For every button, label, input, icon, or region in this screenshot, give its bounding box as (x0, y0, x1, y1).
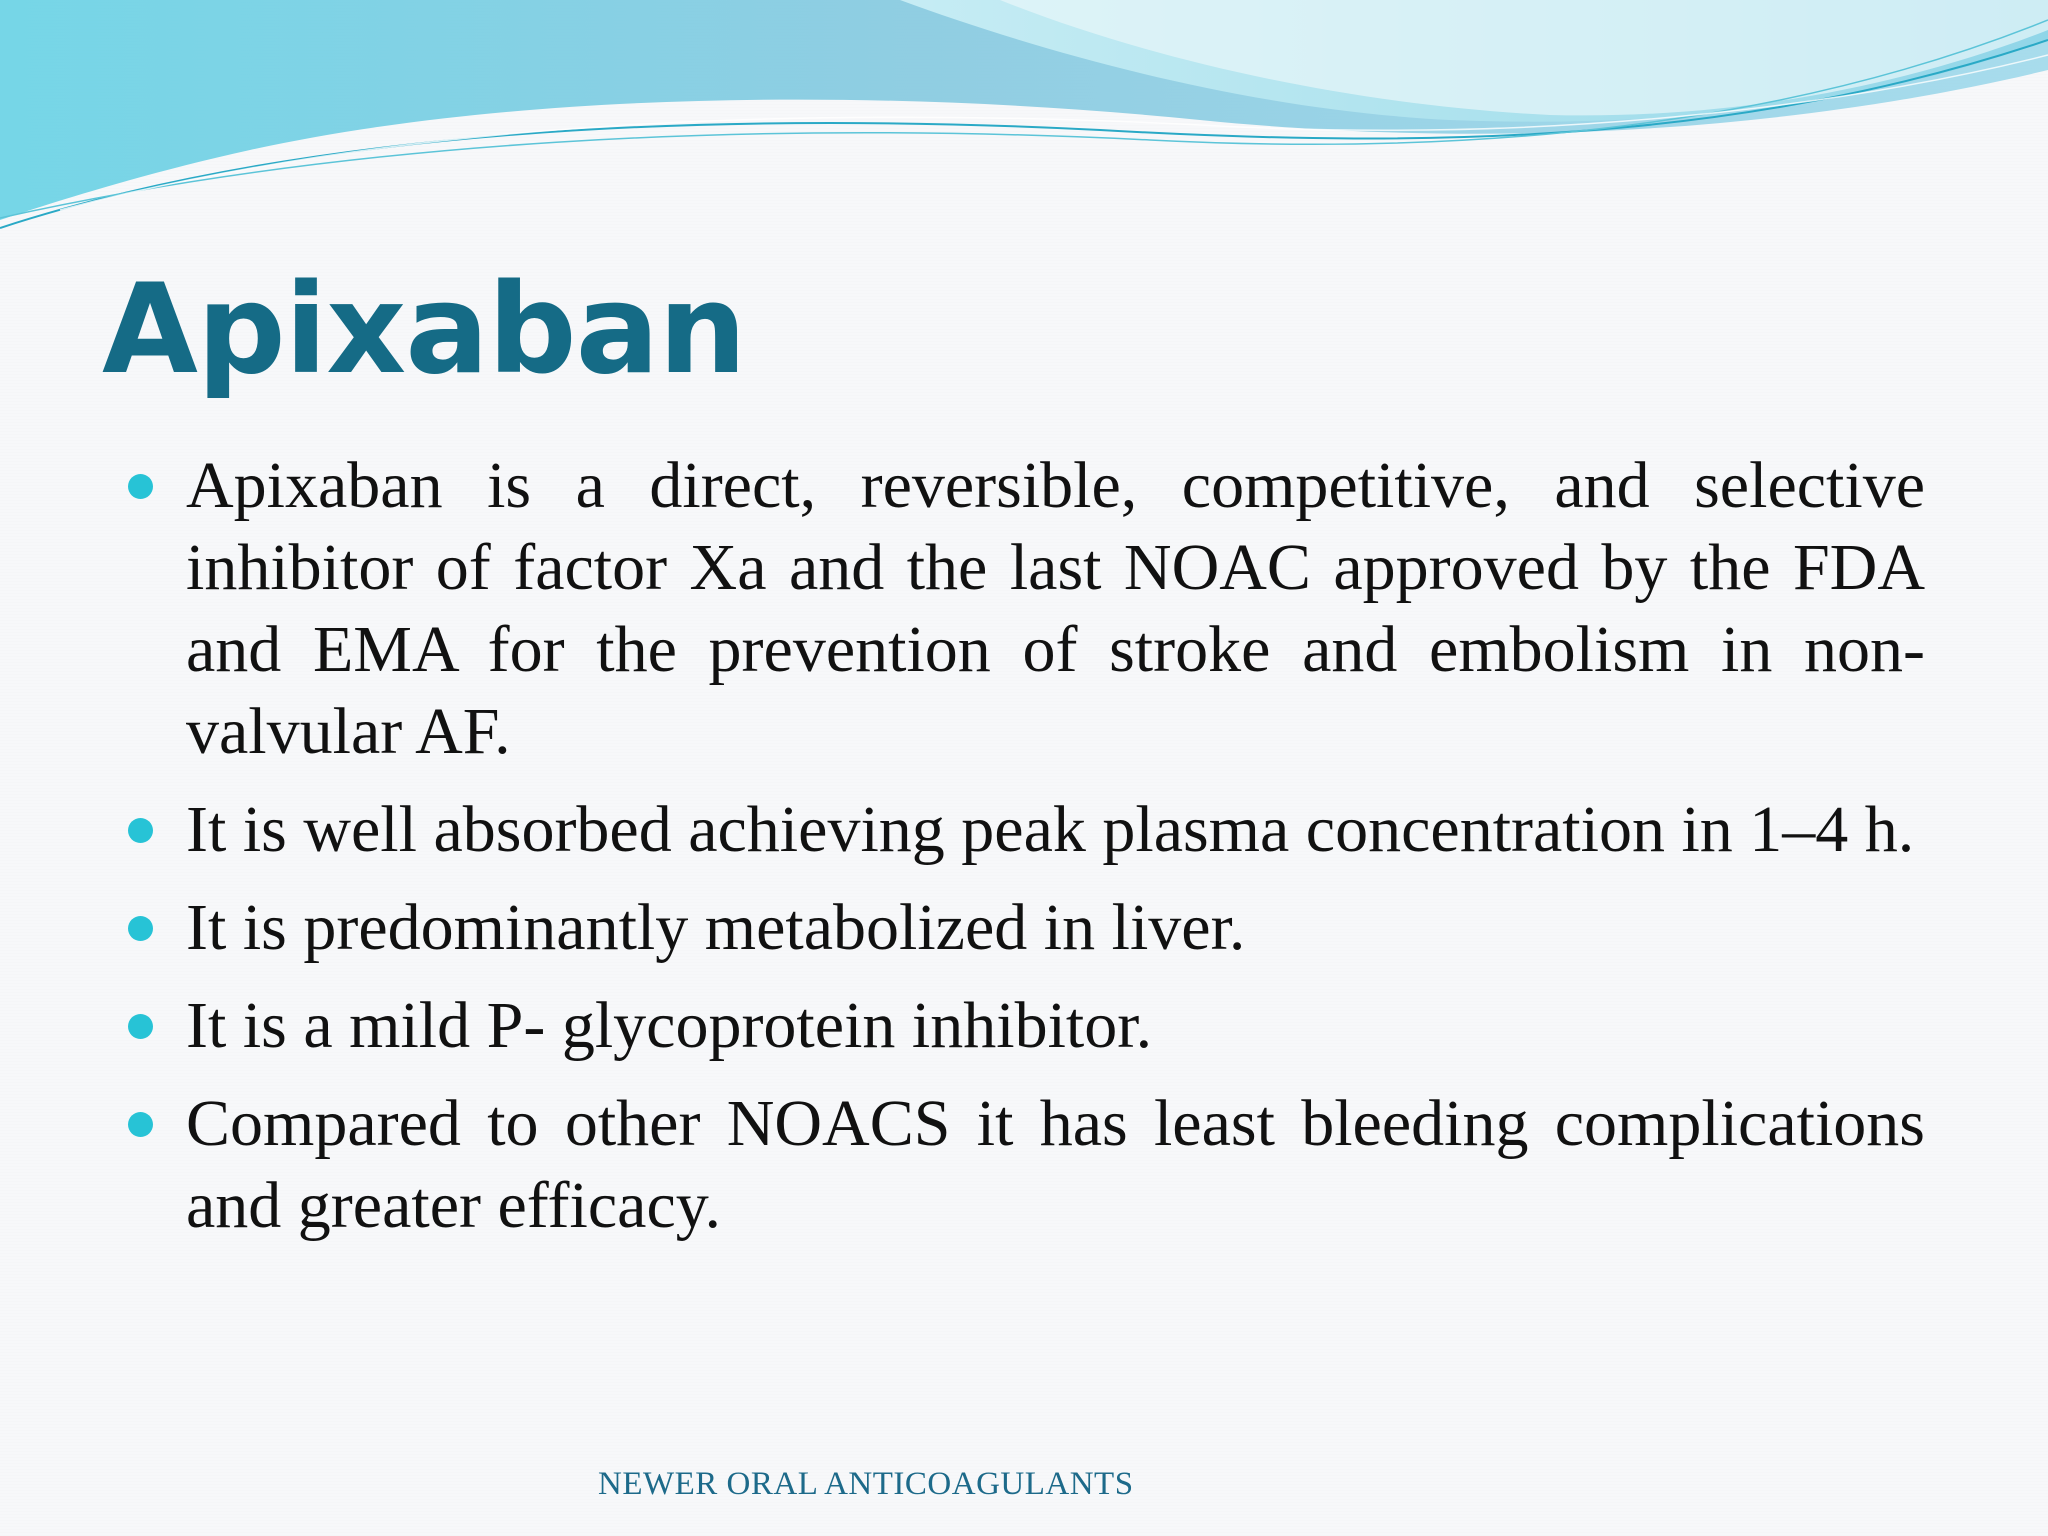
bullet-item (128, 1083, 1925, 1247)
slide-footer: NEWER ORAL ANTICOAGULANTS (598, 1466, 1134, 1502)
bullet-list (128, 445, 1925, 1263)
slide-title: Apixaban (102, 258, 746, 402)
bullet-item (128, 789, 1925, 871)
bullet-item (128, 985, 1925, 1067)
bullet-text: It is a mild P- glycoprotein inhibitor. (186, 989, 1153, 1062)
bullet-dot-icon (128, 916, 153, 941)
bullet-dot-icon (128, 818, 153, 843)
header-wave-decoration (0, 0, 2048, 240)
bullet-item (128, 887, 1925, 969)
bullet-dot-icon (128, 474, 153, 499)
bullet-dot-icon (128, 1014, 153, 1039)
bullet-text: Compared to other NOACS it has least bleeding complications and greater efficacy. (186, 1087, 1925, 1242)
bullet-item (128, 445, 1925, 773)
bullet-dot-icon (128, 1112, 153, 1137)
bullet-text: Apixaban is a direct, reversible, competitive, and selective inhibitor of factor Xa and the last NOAC approved by the FDA and EMA for the prevention of stroke and embolism in non-valvular AF. (186, 449, 1925, 768)
bullet-text: It is well absorbed achieving peak plasma concentration in 1–4 h. (186, 793, 1915, 866)
bullet-text: It is predominantly metabolized in liver. (186, 891, 1246, 964)
